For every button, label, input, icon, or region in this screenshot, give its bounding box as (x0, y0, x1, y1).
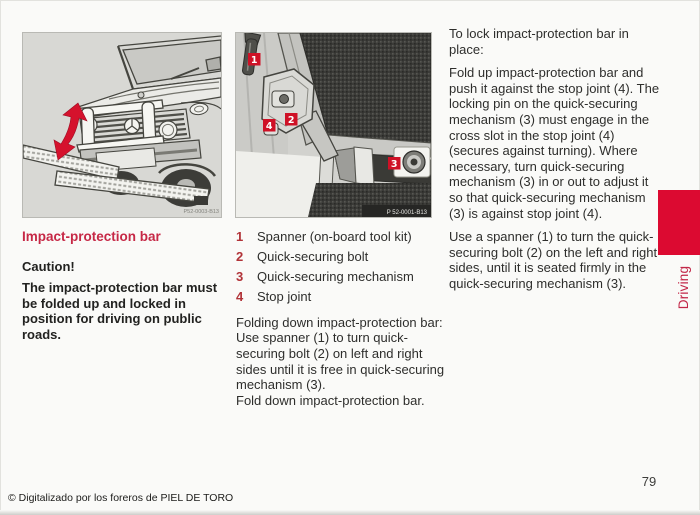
figure-front-caption: P52-0003-B13 (183, 209, 219, 215)
stamp-mark (194, 196, 208, 205)
legend-item-label: Spanner (on-board tool kit) (257, 229, 412, 244)
folding-down-body: Use spanner (1) to turn quick-securing bolt (2) on left and right sides until it is free in quick-securing mechanism (3). (236, 330, 445, 393)
svg-text:2: 2 (287, 114, 295, 126)
middle-column (236, 229, 446, 408)
left-column (22, 229, 228, 343)
lock-procedure-paragraph: Fold up impact-protection bar and push it against the stop joint (4). The locking pin on the quick-securing mechanism (3) must engage in the cross slot in the stop joint (4) (secures against turning). Where necessary, turn quick-securing mechanism (3) in or out to adjust it so that quick-securing mechanism (3) is against stop joint (4). (449, 65, 660, 221)
page-number: 79 (641, 474, 657, 489)
legend-item (236, 249, 446, 265)
folding-down-footer: Fold down impact-protection bar. (236, 392, 425, 408)
legend-item (236, 289, 446, 305)
lock-intro-paragraph: To lock impact-protection bar in place: (449, 26, 629, 57)
legend-item-label: Quick-securing mechanism (257, 269, 414, 285)
callout-1-badge (248, 53, 261, 66)
svg-text:4: 4 (265, 120, 273, 132)
legend-item-label: Stop joint (257, 289, 312, 305)
legend-item-label: Quick-securing bolt (257, 249, 369, 265)
chapter-tab (658, 190, 700, 255)
legend-item-number: 1 (236, 229, 244, 244)
svg-text:1: 1 (250, 54, 258, 66)
legend-item-number: 4 (236, 289, 244, 305)
front-view-illustration (23, 33, 221, 217)
figure-mechanism-caption: P 52-0001-B13 (386, 210, 427, 216)
legend-item-number: 3 (236, 269, 244, 285)
caution-body: The impact-protection bar must be folded up and locked in position for driving on public roads. (22, 280, 218, 342)
section-heading: Impact-protection bar (22, 229, 161, 244)
folding-down-heading: Folding down impact-protection bar: (236, 314, 443, 330)
mechanism-illustration (236, 33, 431, 217)
figure-front-view (22, 32, 222, 218)
watermark-text: © Digitalizado por los foreros de PIEL DE TORO (8, 492, 234, 504)
chapter-tab-label: Driving (676, 265, 692, 309)
caution-title: Caution! (22, 258, 75, 274)
chapter-tab-label-wrap (664, 256, 700, 318)
figure-mechanism (235, 32, 432, 218)
callout-3-badge (388, 157, 401, 170)
callout-2-badge (285, 113, 298, 126)
scan-edge (0, 510, 700, 515)
legend-item (236, 229, 446, 245)
legend-item (236, 269, 446, 285)
right-column (449, 26, 662, 300)
legend-item-number: 2 (236, 249, 244, 265)
callout-4-badge (263, 119, 276, 132)
spanner-paragraph: Use a spanner (1) to turn the quick-securing bolt (2) on the left and right sides, until it is seated firmly in the quick-securing mechanism (3). (449, 229, 658, 291)
svg-text:3: 3 (390, 158, 398, 170)
